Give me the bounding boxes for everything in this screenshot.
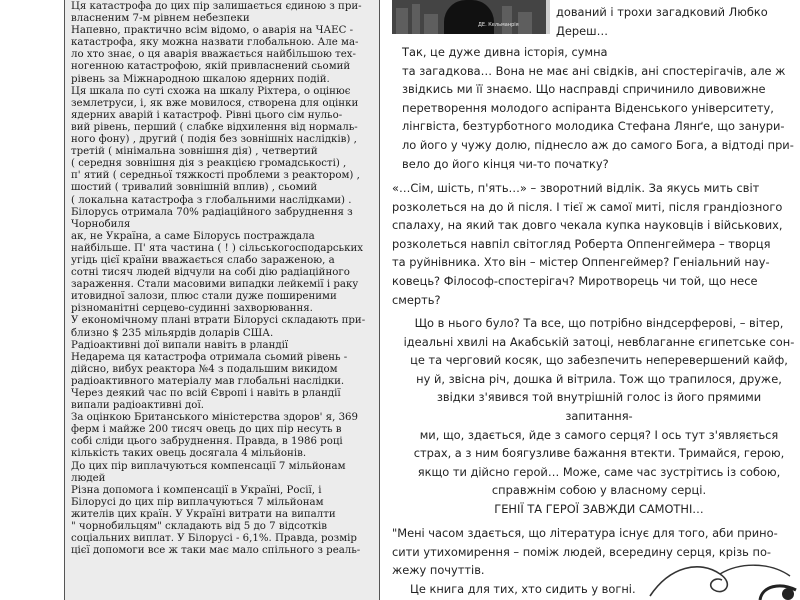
left-article-column	[64, 0, 380, 600]
right-quote: "Мені часом здається, що література існує для того, аби прино- сити утихомирення – поміж людей, всередину серця, крізь по- жежу почуттів.	[392, 526, 778, 578]
right-paragraph-1: Так, це дуже дивна історія, сумна та загадкова… Вона не має ані свідків, ані спостерігачів, але ж звідкись ми її знаємо. Що насправді спричинило дивовижне перетворення молодого аспіранта Віденського університету, лінгвіста, безтурботного молодика Стефана Лянґе, що занури- ло його у чужу долю, піднесло аж до самого Бога, а відтоді при- вело до його кінця чи-то початку?	[402, 45, 794, 171]
right-closing-line: Це книга для тих, хто сидить у вогні.	[410, 582, 636, 596]
left-paragraph-11: Різна допомога і компенсації в Україні, Росії, і Білорусі до цих пір виплачуються 7 мільйонам жителів цих країн. У Україні витрати на випалти " чорнобильцям" складають від 5 до 7 відсотків соціальних виплат. У Білорусі - 6,1%. Правда, розмір цієї допомоги все ж таки має мало спільного з реаль-	[71, 484, 361, 557]
left-paragraph-6: У економічному плані втрати Білорусі складають при- близно $ 235 мільярдів доларів США.	[71, 315, 366, 339]
left-paragraph-4: Білорусь отримала 70% радіаційного забруднення з Чорнобиля	[71, 206, 353, 230]
left-paragraph-1: Ця катастрофа до цих пір залишається єдиною з при- власненим 7-м рівнем небезпеки	[71, 1, 362, 25]
swirl-ornament-icon	[640, 556, 800, 600]
left-paragraph-8: Недарема ця катастрофа отримала сьомий рівень - дійсно, вибух реактора №4 з подальшим викидом радіоактивного матеріалу мав глобальні наслідки. Через деякий час по всій Європі і навіть в рландії випали радіоактивні дої.	[71, 351, 348, 412]
left-paragraph-7: Радіоактивні дої випали навіть в рландії	[71, 339, 289, 351]
left-paragraph-10: До цих пір виплачуються компенсації 7 мільйонам людей	[71, 460, 346, 484]
right-article-column	[384, 0, 800, 600]
left-paragraph-2: Напевно, практично всім відомо, о аварія на ЧАЕС - катастрофа, яку можна назвати глобальною. Але ма- ло хто знає, о ця аварія вважається найбільшою тех- ногенною катастрофою, якій привласнений сьомий рівень за Міжнародною шкалою ядерних подій.	[71, 25, 359, 85]
right-paragraph-2: «…Сім, шість, п'ять…» – зворотний відлік. За якусь мить світ розколеться на до й після. І тієї ж самої миті, після грандіозного спалаху, на який так довго чекала купка науковців і військових, розколеться навпіл світогляд Роберта Оппенгеймера – творця та руйнівника. Хто він – містер Оппенгеймер? Геніальний нау- ковець? Філософ-спостерігач? Миротворець чи той, що несе смерть?	[392, 181, 783, 307]
left-paragraph-3: Ця шкала по суті схожа на шкалу Ріхтера, о оцінює землетруси, і, як вже мовилося, створена для оцінки ядерних аварій і катастроф. Рівні цього сім нульо- вий рівень, перший ( слабке відхилення від нормаль- ного фону) , другий ( подія без зовнішніх наслідків) , третій ( мінімальна зовнішня дія) , четвертий ( середня зовнішня дія з реакцією громадськості) , п' ятий ( середньої тяжкості проблеми з реактором) , шостий ( тривалий зовнішній вплив) , сьомий ( локальна катастрофа з глобальними наслідками) .	[71, 85, 360, 206]
right-intro-text: дований і трохи загадковий Любко Дереш…	[556, 5, 768, 38]
right-paragraph-3: Що в нього було? Та все, що потрібно віндсерферові, – вітер, ідеальні хвилі на Акабській затоці, невблаганне єгипетське сон- це та черговий косяк, що забезпечить неперевершений кайф, ну й, звісна річ, дошка й вітрила. Тож що трапилося, друже, звідки з'явився той внутрішній голос із його прямими запитання- ми, що, здається, йде з самого серця? І ось тут з'являється страх, а з ним боягузливе бажання втекти. Тримайся, герою, якщо ти дійсно герой… Може, саме час зустрітись із собою, справжнім собою у власному серці. ГЕНІЇ ТА ГЕРОЇ ЗАВЖДИ САМОТНІ…	[403, 316, 795, 516]
left-paragraph-9: За оцінкою Британського міністерства здоров' я, 369 ферм і майже 200 тисяч овець до цих пір несуть в собі сліди цього забруднення. Правда, в 1986 році кількість таких овець досягала 4 мільйонів.	[71, 412, 359, 460]
left-paragraph-5: ак, не Україна, а саме Білорусь постраждала найбільше. П' ята частина ( ! ) сільськогосподарських угідь цієї країни вважається слабо зараженою, а сотні тисяч людей відчули на собі дію радіаційного зараження. Стали масовими випадки лейкемії і раку итовидної залози, плюс стали дуже поширеними різноманітні серцево-судинні захворювання.	[71, 230, 363, 315]
cover-caption: ДЕ. Кельманрія	[478, 22, 519, 28]
